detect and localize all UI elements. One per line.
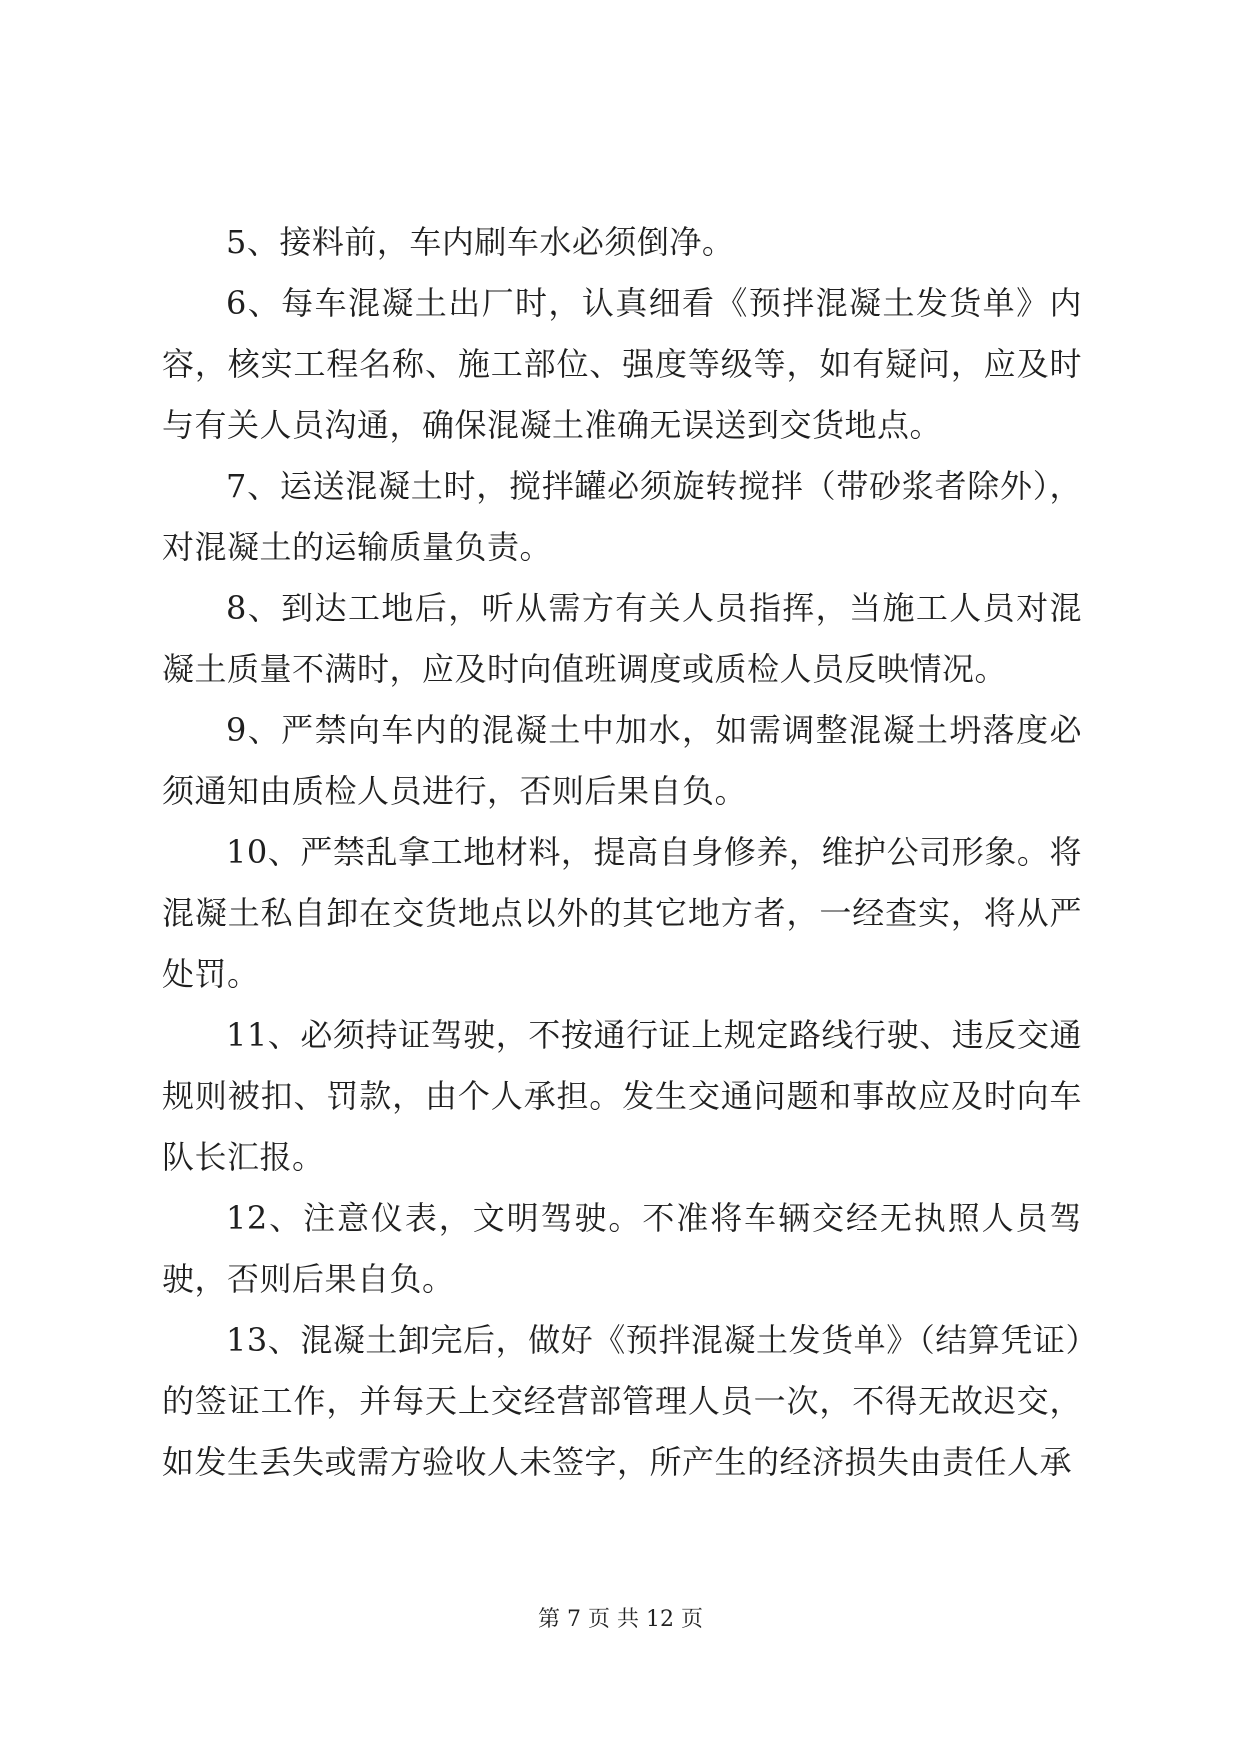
paragraph-item-6: 6、每车混凝土出厂时，认真细看《预拌混凝土发货单》内容，核实工程名称、施工部位、强度等级等，如有疑问，应及时与有关人员沟通，确保混凝土准确无误送到交货地点。 — [162, 284, 1082, 444]
paragraph-item-8: 8、到达工地后，听从需方有关人员指挥，当施工人员对混凝土质量不满时，应及时向值班调度或质检人员反映情况。 — [162, 589, 1082, 688]
document-body — [162, 212, 1082, 1493]
paragraph-item-13: 13、混凝土卸完后，做好《预拌混凝土发货单》（结算凭证）的签证工作，并每天上交经营部管理人员一次，不得无故迟交，如发生丢失或需方验收人未签字，所产生的经济损失由责任人承 — [162, 1321, 1082, 1481]
paragraph-item-10: 10、严禁乱拿工地材料，提高自身修养，维护公司形象。将混凝土私自卸在交货地点以外的其它地方者，一经查实，将从严处罚。 — [162, 833, 1082, 993]
paragraph-item-12: 12、注意仪表，文明驾驶。不准将车辆交经无执照人员驾驶，否则后果自负。 — [162, 1199, 1082, 1298]
paragraph-item-9: 9、严禁向车内的混凝土中加水，如需调整混凝土坍落度必须通知由质检人员进行，否则后果自负。 — [162, 711, 1082, 810]
paragraph-item-11: 11、必须持证驾驶，不按通行证上规定路线行驶、违反交通规则被扣、罚款，由个人承担。发生交通问题和事故应及时向车队长汇报。 — [162, 1016, 1082, 1176]
paragraph-item-7: 7、运送混凝土时，搅拌罐必须旋转搅拌（带砂浆者除外），对混凝土的运输质量负责。 — [162, 467, 1082, 566]
page-number-footer: 第 7 页 共 12 页 — [538, 1607, 703, 1632]
paragraph-item-5: 5、接料前，车内刷车水必须倒净。 — [226, 223, 735, 261]
